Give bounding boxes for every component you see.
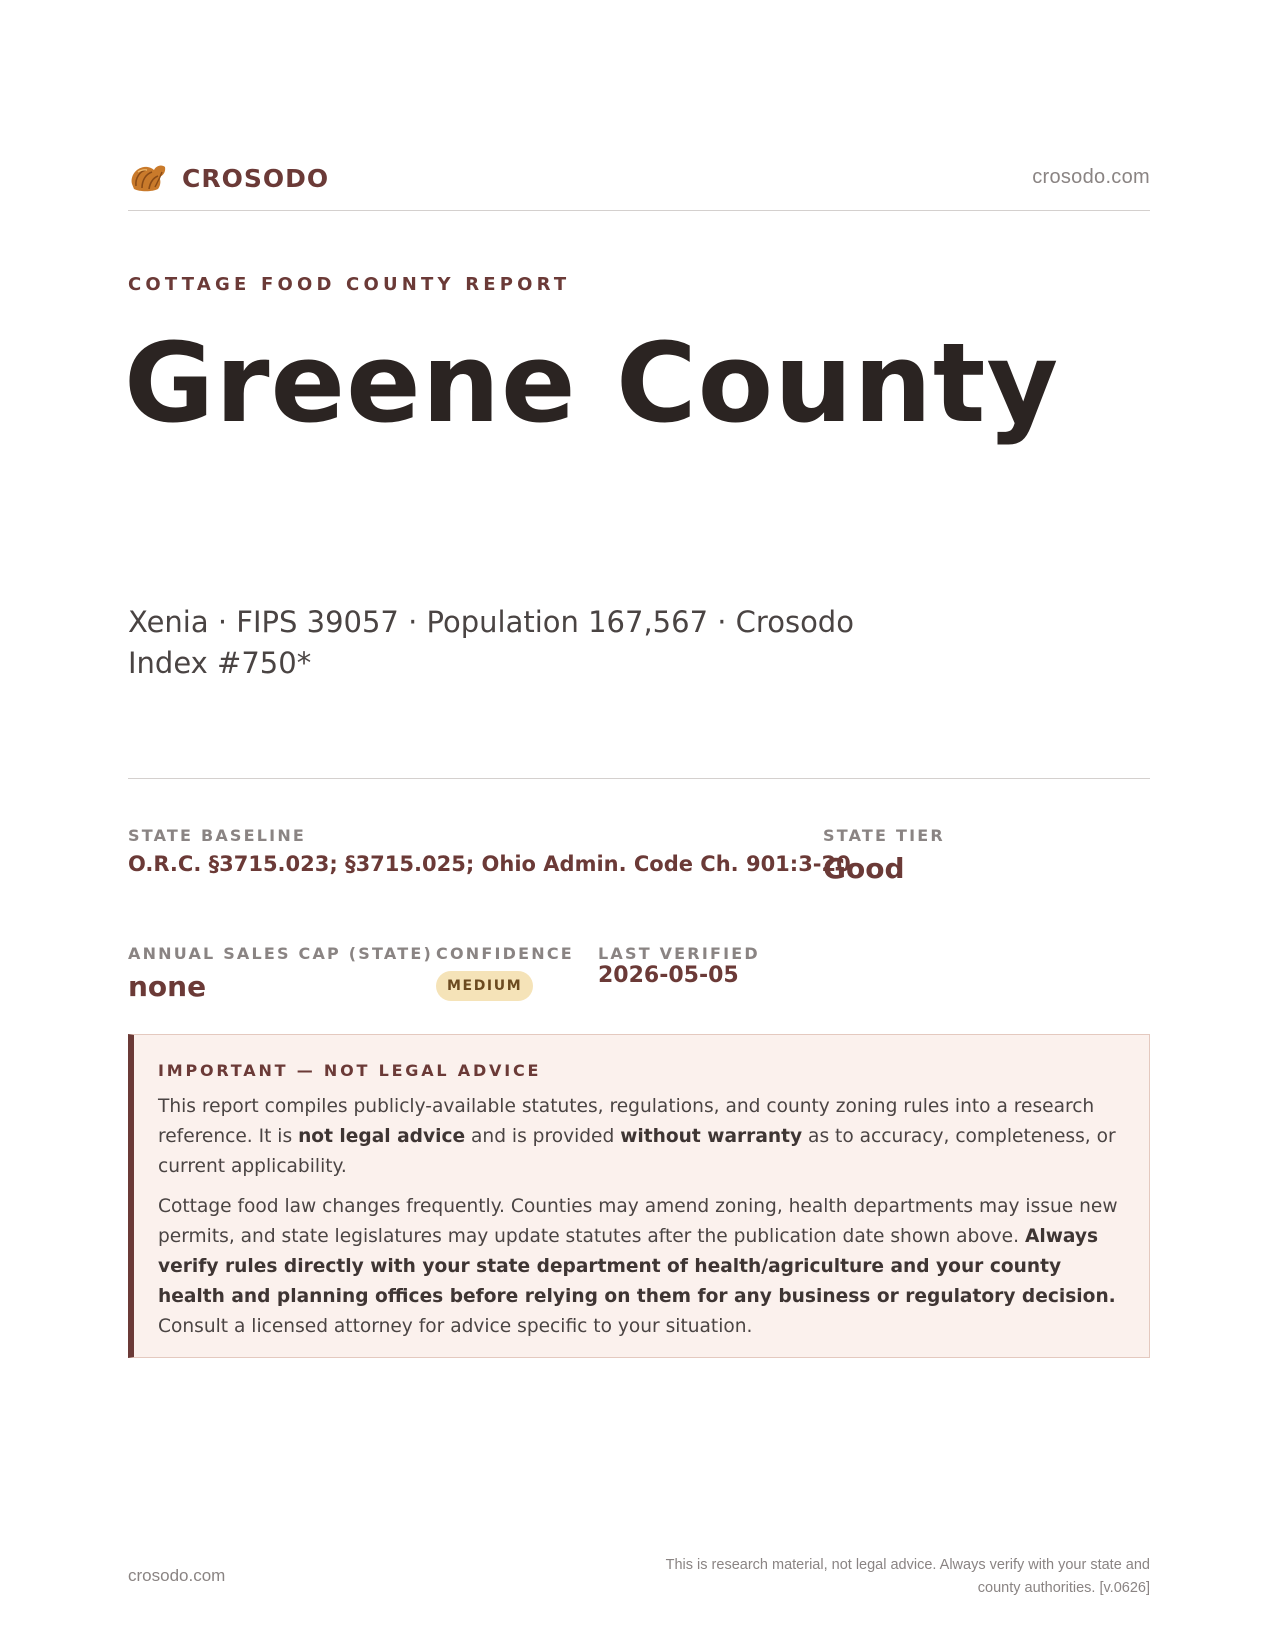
croissant-icon — [128, 158, 168, 198]
notice-text: as to accuracy, completeness, or current applicability. — [158, 1126, 1116, 1177]
state-baseline-label: STATE BASELINE — [128, 826, 307, 845]
report-eyebrow: COTTAGE FOOD COUNTY REPORT — [128, 274, 571, 295]
section-divider — [128, 778, 1150, 779]
report-page — [124, 0, 1150, 1650]
notice-emphasis: Always verify rules directly with your state department of health/agriculture and your county health and planning offices before relying on them for any business or regulatory decision. — [158, 1226, 1116, 1307]
last-verified-label: LAST VERIFIED — [598, 944, 760, 963]
last-verified-value: 2026-05-05 — [598, 963, 739, 988]
state-baseline-value: O.R.C. §3715.023; §3715.025; Ohio Admin. Code Ch. 901:3-20 — [128, 852, 851, 876]
notice-text: Cottage food law changes frequently. Counties may amend zoning, health departments may issue new permits, and state legislatures may update statutes after the publication date shown above. — [158, 1196, 1118, 1247]
state-tier-value: Good — [823, 852, 905, 885]
notice-text: Consult a licensed attorney for advice specific to your situation. — [158, 1316, 753, 1337]
notice-text: and is provided — [465, 1126, 621, 1147]
confidence-badge: MEDIUM — [436, 971, 533, 1001]
footer-disclaimer: This is research material, not legal advice. Always verify with your state and county authorities. [v.0626] — [665, 1557, 1150, 1596]
notice-emphasis: without warranty — [620, 1126, 803, 1147]
page-header — [128, 158, 1150, 211]
brand[interactable] — [128, 158, 329, 198]
header-site-link[interactable]: crosodo.com — [1032, 166, 1150, 188]
notice-paragraph — [158, 1092, 1123, 1182]
notice-paragraph — [158, 1192, 1123, 1342]
brand-name: CROSODO — [182, 163, 330, 193]
notice-emphasis: not legal advice — [298, 1126, 466, 1147]
annual-sales-cap-value: none — [128, 970, 207, 1003]
county-subtitle: Xenia · FIPS 39057 · Population 167,567 · Crosodo Index #750* — [128, 605, 854, 680]
legal-notice — [128, 1034, 1150, 1358]
notice-text: This report compiles publicly-available statutes, regulations, and county zoning rules into a research reference. It is — [158, 1096, 1095, 1147]
confidence-label: CONFIDENCE — [436, 944, 574, 963]
annual-sales-cap-label: ANNUAL SALES CAP (STATE) — [128, 944, 433, 963]
state-tier-label: STATE TIER — [823, 826, 945, 845]
footer-site-link[interactable]: crosodo.com — [128, 1566, 226, 1585]
notice-title: IMPORTANT — NOT LEGAL ADVICE — [158, 1061, 542, 1080]
page-title: Greene County — [124, 319, 1060, 447]
